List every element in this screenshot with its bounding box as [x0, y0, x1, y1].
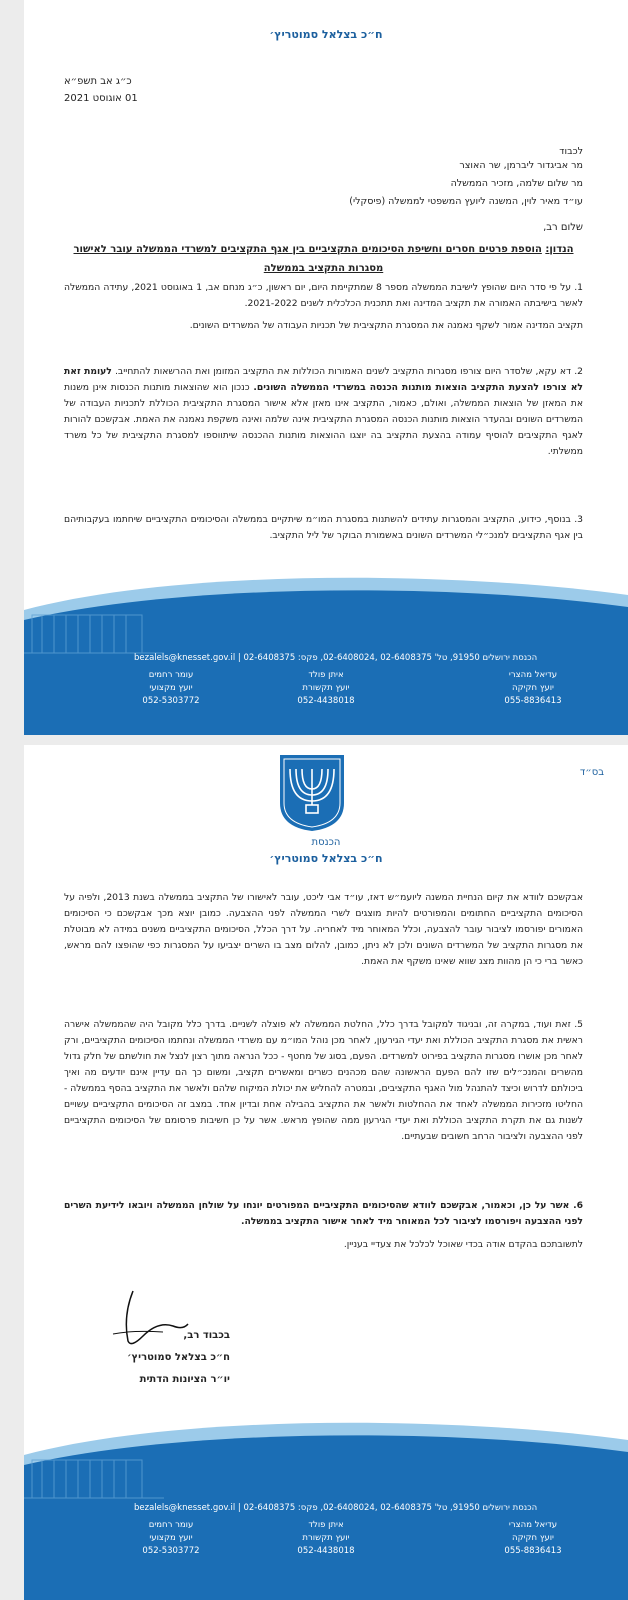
staff-name: איתן פולד: [308, 1520, 344, 1530]
staff-role: יועץ מקצועי: [149, 1533, 193, 1543]
letter-dates: [64, 73, 138, 107]
paragraph-3: 3. בנוסף, כידוע, התקציב והמסגרות עתידים להשתנות במסגרת המו״מ שיתקיים בממשלה והסיכומים התקציביים שיחתמו בעקבותיהם בין אגף התקציבים למנכ״לי המשרדים השונים באשמורת הבוקר של ליל התקציב.: [64, 514, 583, 541]
staff-role: יועץ מקצועי: [149, 683, 193, 693]
recipient: מר אביגדור ליברמן, שר האוצר: [459, 160, 583, 171]
staff-member: [106, 669, 236, 708]
staff-member: [261, 669, 391, 708]
staff-role: יועץ חקיקה: [512, 683, 554, 693]
recipients-block: [203, 145, 583, 209]
staff-member: [106, 1519, 236, 1558]
date-gregorian: 01 אוגוסט 2021: [64, 93, 138, 104]
staff-role: יועץ תקשורת: [302, 683, 350, 693]
date-hebrew: כ״ג אב תשפ״א: [64, 76, 132, 87]
letterhead-name: ח״כ בצלאל סמוטריץ׳: [269, 28, 383, 41]
staff-phone: 055-8836413: [504, 696, 562, 706]
staff-phone: 055-8836413: [504, 1546, 562, 1556]
staff-name: עומר רחמים: [148, 670, 194, 680]
bsd-mark: בס״ד: [579, 767, 604, 778]
letter-page-1: [24, 0, 628, 735]
sign-off: בכבוד רב,: [183, 1330, 230, 1341]
contact-line: הכנסת ירושלים 91950, טל' 02-6408375 ,02-6408024, פקס: bezalels@knesset.gov.il | 02-6408375: [134, 1503, 538, 1513]
letter-page-2: [24, 745, 628, 1600]
staff-member: [468, 1519, 598, 1558]
staff-phone: 052-5303772: [142, 696, 200, 706]
staff-name: עומר רחמים: [148, 1520, 194, 1530]
paragraph-6: 6. אשר על כן, וכאמור, אבקשכם לוודא שהסיכומים התקציביים המפורטים יונחו על שולחן הממשלה ויובאו לידיעת השרים לפני ההצבעה ויפורסמו לציבור לכל המאוחר מיד לאחר אישור התקציב בממשלה.: [64, 1200, 583, 1227]
staff-name: עדיאל מהצרי: [508, 670, 558, 680]
state-emblem-icon: [276, 753, 348, 833]
sign-title: יו״ר הציונות הדתית: [139, 1374, 230, 1385]
letterhead-name: ח״כ בצלאל סמוטריץ׳: [269, 852, 383, 865]
staff-phone: 052-5303772: [142, 1546, 200, 1556]
paragraph-4: אבקשכם לוודא את קיום הנחיית המשנה ליועמ״ש דאז, עו״ד אבי ליכט, עובר לאישורו של התקציב בממשלה בשנת 2013, ולפיה על הסיכומים התקציביים החתומים והמפורטים להיות מוצגים לשרי הממשלה לפני ההצבעה. כמובן יוצא מכך אבקשכם כי הסיכומים האמורים יפורסמו לציבור עובר להצבעה, וכלל המאוחר מיד לאחריה. על דרך הכלל, הסיכומים התקציביים משנים במידה לא מבוטלת את מסגרות התקציב של המשרדים השונים ולכן לא ניתן, כמובן, להלום מצב בו השרים יצביעו על המסגרות כפי שהופצו להם מראש, כאשר ברי כי הן מהוות מצג שווא שאינו משקף את האמת.: [64, 892, 583, 967]
recipient: עו״ד מאיר לוין, המשנה ליועץ המשפטי לממשלה (פיסקלי): [349, 196, 583, 207]
closing-line: לתשובתכם בהקדם אודה בכדי שאוכל לכלכל את צעדיי בעניין.: [343, 1239, 583, 1250]
knesset-label: הכנסת: [311, 837, 341, 848]
staff-member: [468, 669, 598, 708]
sign-name: ח״כ בצלאל סמוטריץ׳: [127, 1352, 230, 1363]
paragraph-2: [64, 364, 583, 460]
recipient: מר שלום שלמה, מזכיר הממשלה: [450, 178, 583, 189]
footer-wave: [24, 565, 628, 735]
paragraph-1: 1. על פי סדר היום שהופץ לישיבת הממשלה מספר 8 שמתקיימת היום, יום ראשון, כ״ג מנחם אב, 1 באוגוסט 2021, עתידה הממשלה לאשר בישיבתה האמורה את תקציב המדינה ואת תתכנית הכלכלית לשנים 2021-2022.: [64, 282, 583, 309]
staff-phone: 052-4438018: [297, 1546, 355, 1556]
subject-prefix: הנדון:: [545, 244, 574, 255]
staff-name: עדיאל מהצרי: [508, 1520, 558, 1530]
subject-line: [64, 240, 583, 278]
subject-text: הוספת פרטים חסרים וחשיפת הסיכומים התקציביים בין אגף התקציבים למשרדי הממשלה עובר לאישור מסגרות התקציב בממשלה: [73, 244, 542, 274]
staff-role: יועץ תקשורת: [302, 1533, 350, 1543]
staff-role: יועץ חקיקה: [512, 1533, 554, 1543]
paragraph-2-end: כנכון הוא שהוצאות מותנות הכנסות אינן משנות את המאזן של הוצאות הממשלה, ואולם, כאמור, התקציב אינו מאזן אלא אישור המסגרת התקציבית הכוללת לתכניות העבודה של המשרדים השונים ובהעדר הוצאות מותנות הכנסה המסגרת התקציבית אינה שלמה ואינה משקפת נאמנה את האמת. אבקשכם להורות לאגף התקציבים להוסיף עמודה בהצעת התקציב בה יוצגו ההוצאות מותנות ההכנסה שיתווספו למסגרת התקציבית של כל משרד ממשלתי.: [64, 382, 583, 457]
to-label: לכבוד: [559, 146, 583, 157]
paragraph-1b: תקציב המדינה אמור לשקף נאמנה את המסגרת התקציבית של תכניות העבודה של המשרדים השונים.: [189, 320, 583, 331]
paragraph-5: 5. זאת ועוד, במקרה זה, ובניגוד למקובל בדרך כלל, החלטת הממשלה לא פוצלה לשניים. בדרך כלל מקובל היה שהממשלה אישרה ראשית את מסגרת התקציב הכוללת ואת יעדי הגירעון, לאחר מכן נוהל המו״מ עם משרדי הממשלה ונחתמו הסיכומים התקציביים, ורק לאחר מכן אושרו מסגרות התקציב בפירוט למשרדים. הפעם, בסוג של מחטף - ככל הנראה מתוך רצון לנצל את חולשתם של חלק גדול מהשרים והמנכ״לים שזו להם הפעם הראשונה שהם מכהנים כשרים ומאשרים תקציב, ומשום כך הם עדיין אינם יודעים מה ואיך ביכולתם לדרוש וכיצד להתנהל מול האגף התקציבים, ובמטרה להחליש את יכולת המיקוח שלהם ולאשר את התקציב בהסף בממשלה - החליטו מזכירות הממשלה לאחד את ההחלטות ולאשר את התקציב בהבילה אחת ובדיון אחד. במצב זה הסיכומים התקציביים עשויים לשנות גם את תקרת התקציב הכוללת ואת יעדי הגירעון ממה שהופץ מראש. אשר על כן חשיבות פרסומם של הסיכומים התקציביים לפני ההצבעה ולציבור הרחב חשובים שבעתיים.: [64, 1019, 583, 1142]
staff-name: איתן פולד: [308, 670, 344, 680]
staff-phone: 052-4438018: [297, 696, 355, 706]
paragraph-2-start: 2. דא עקא, שלסדר היום צורפו מסגרות התקציב לשנים האמורות הכוללות את התקציב המזומן ואת ההרשאות להתחייב.: [114, 366, 583, 377]
greeting: שלום רב,: [543, 222, 583, 233]
staff-member: [261, 1519, 391, 1558]
contact-line: הכנסת ירושלים 91950, טל' 02-6408375 ,02-6408024, פקס: bezalels@knesset.gov.il | 02-6408375: [134, 653, 538, 663]
handwritten-signature: [103, 1286, 193, 1356]
paragraph-2-bold: לעומת זאת לא צורפו להצעת התקציב הוצאות מותנות הכנסה במשרדי הממשלה השונים.: [64, 366, 583, 393]
